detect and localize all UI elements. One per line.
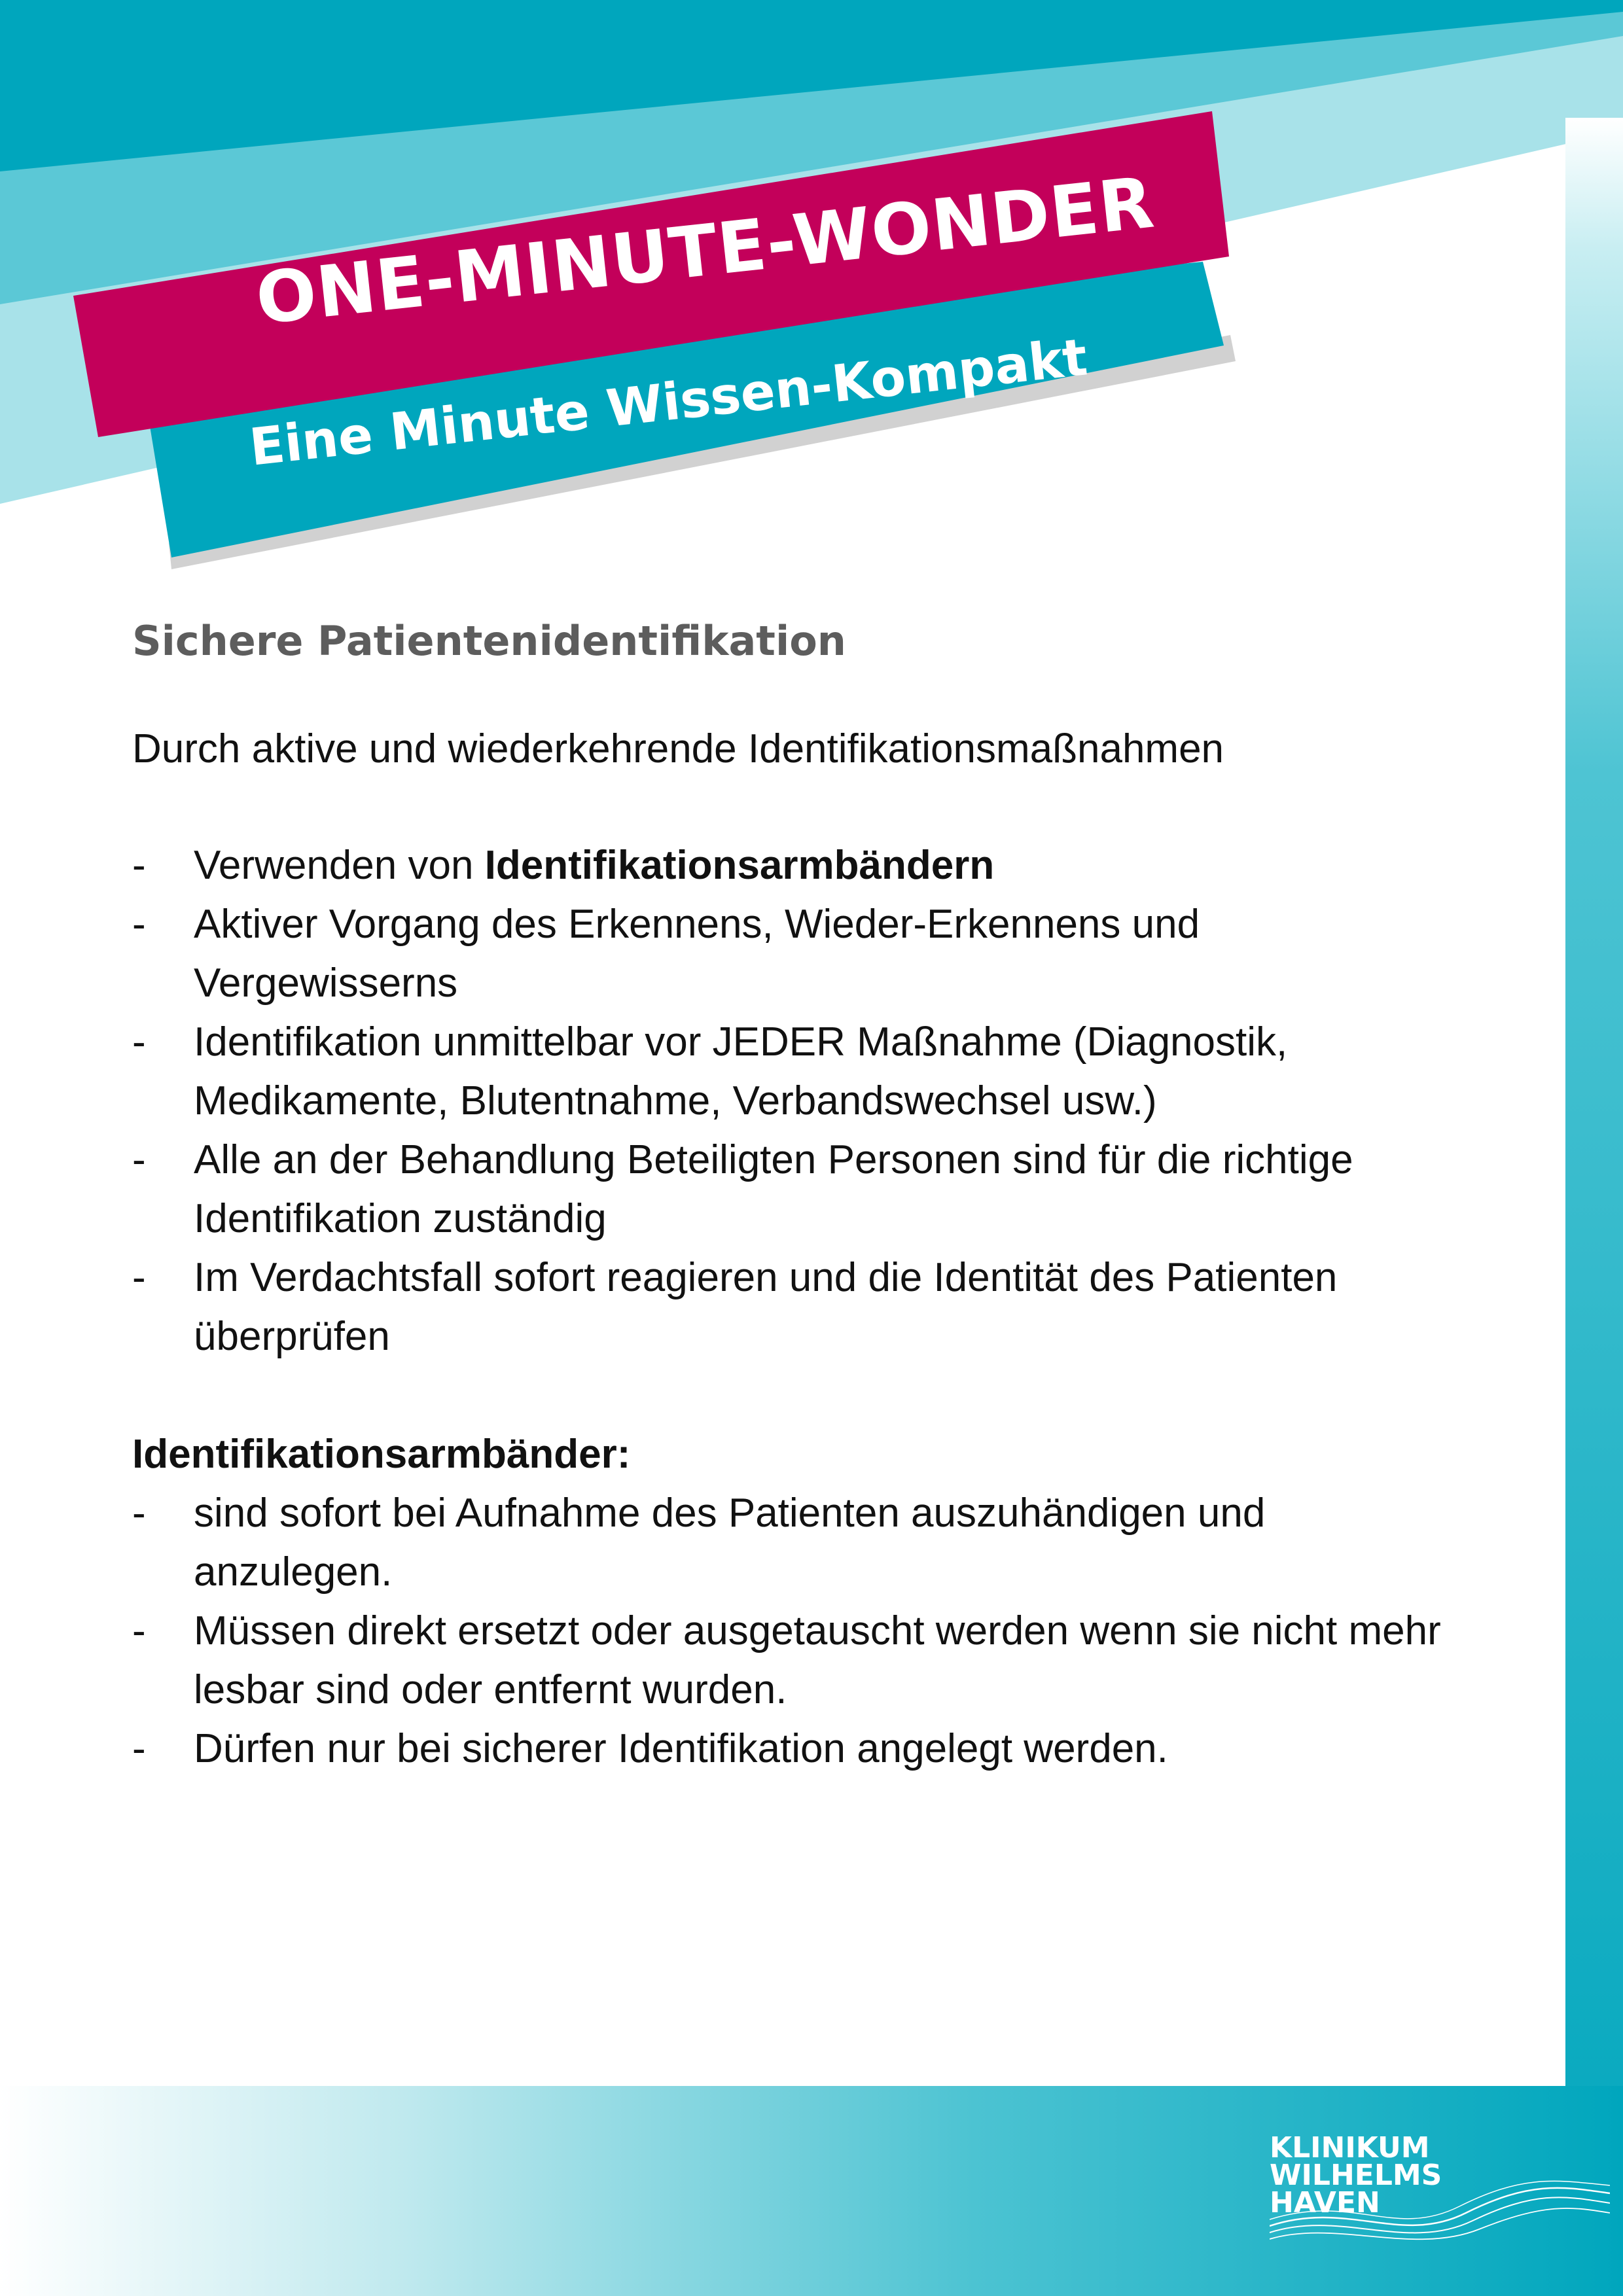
list-item-text: sind sofort bei Aufnahme des Patienten auszuhändigen und anzulegen. (194, 1491, 1266, 1595)
logo-line: WILHELMS (1270, 2159, 1442, 2192)
list-item (132, 1013, 1454, 1131)
wristband-rules-list (132, 1484, 1454, 1778)
bullet-dash: - (132, 1491, 146, 1536)
document-title: Sichere Patientenidentifikation (132, 617, 846, 665)
bullet-dash: - (132, 1726, 146, 1771)
list-item-text: Aktiver Vorgang des Erkennens, Wieder-Erkennens und Vergewisserns (194, 902, 1200, 1006)
bullet-dash: - (132, 1608, 146, 1653)
list-item (132, 1484, 1454, 1602)
logo-line: HAVEN (1270, 2186, 1380, 2219)
list-item-text: Im Verdachtsfall sofort reagieren und die Identität des Patienten überprüfen (194, 1255, 1338, 1359)
list-item (132, 895, 1454, 1013)
wristband-section-heading: Identifikationsarmbänder: (132, 1432, 631, 1477)
list-item (132, 1720, 1454, 1778)
banner-title: ONE-MINUTE-WONDER (252, 162, 1158, 341)
intro-paragraph: Durch aktive und wiederkehrende Identifikationsmaßnahmen (132, 726, 1224, 771)
logo-line: KLINIKUM (1270, 2131, 1430, 2164)
bullet-dash: - (132, 902, 146, 947)
bullet-dash: - (132, 1137, 146, 1182)
list-item-text: Alle an der Behandlung Beteiligten Personen sind für die richtige Identifikation zuständig (194, 1137, 1353, 1241)
list-item-text: Verwenden von (194, 843, 485, 888)
list-item-text: Müssen direkt ersetzt oder ausgetauscht werden wenn sie nicht mehr lesbar sind oder entfernt wurden. (194, 1608, 1441, 1712)
list-item-emphasis: Identifikationsarmbändern (484, 843, 995, 888)
klinikum-logo (1270, 2131, 1610, 2265)
bullet-dash: - (132, 1019, 146, 1065)
list-item (132, 1131, 1454, 1248)
list-item-text: Dürfen nur bei sicherer Identifikation angelegt werden. (194, 1726, 1168, 1771)
list-item-text: Identifikation unmittelbar vor JEDER Maßnahme (Diagnostik, Medikamente, Blutentnahme, Verbandswechsel usw.) (194, 1019, 1288, 1123)
bullet-dash: - (132, 1255, 146, 1300)
list-item (132, 836, 1454, 895)
header-banner (0, 0, 1623, 589)
banner-subtitle: Eine Minute Wissen-Kompakt (247, 328, 1090, 478)
logo-wave-lines-icon (1270, 2174, 1610, 2252)
list-item (132, 1248, 1454, 1366)
bullet-dash: - (132, 843, 146, 888)
document-body (132, 609, 1454, 1778)
measures-list (132, 836, 1454, 1366)
list-item (132, 1602, 1454, 1720)
